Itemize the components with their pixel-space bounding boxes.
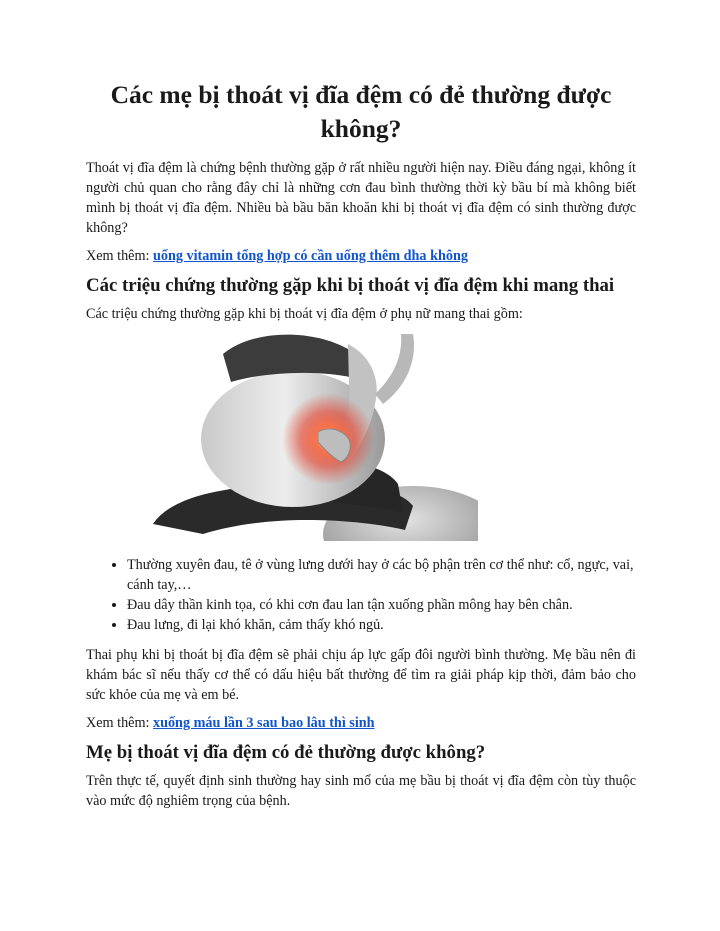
see-also-link-vitamin[interactable]: uống vitamin tổng hợp có cần uống thêm dha không (152, 248, 468, 264)
section-heading-delivery: Mẹ bị thoát vị đĩa đệm có đẻ thường được không? (86, 742, 486, 763)
list-item: • Thường xuyên đau, tê ở vùng lưng dưới hay ở các bộ phận trên cơ thể như: cổ, ngực, vai, cánh tay,… (127, 555, 636, 595)
symptoms-lead: Các triệu chứng thường gặp khi bị thoát vị đĩa đệm ở phụ nữ mang thai gồm: (86, 306, 523, 322)
document-page (86, 78, 636, 819)
pregnant-back-pain-photo (113, 334, 478, 541)
see-also-1 (86, 246, 636, 266)
section-heading-symptoms: Các triệu chứng thường gặp khi bị thoát vị đĩa đệm khi mang thai (86, 275, 615, 296)
see-also-label: Xem thêm: (86, 248, 150, 264)
list-item: • Đau lưng, đi lại khó khăn, cảm thấy khó ngủ. (127, 615, 636, 635)
page-title: Các mẹ bị thoát vị đĩa đệm có đẻ thường được không? (110, 80, 612, 143)
list-item: • Đau dây thần kinh tọa, có khi cơn đau lan tận xuống phần mông hay bên chân. (127, 595, 636, 615)
see-also-label: Xem thêm: (86, 715, 150, 731)
after-symptoms-paragraph: Thai phụ khi bị thoát bị đĩa đệm sẽ phải chịu áp lực gấp đôi người bình thường. Mẹ bầu nên đi khám bác sĩ nếu thấy cơ thể có dấu hiệu bất thường để tìm ra giải pháp kịp thời, đảm bảo cho sức khỏe của mẹ và em bé. (86, 647, 636, 703)
see-also-2 (86, 713, 636, 733)
see-also-link-bleeding[interactable]: xuống máu lần 3 sau bao lâu thì sinh (152, 715, 375, 731)
symptom-list (86, 555, 636, 635)
intro-paragraph: Thoát vị đĩa đệm là chứng bệnh thường gặp ở rất nhiều người hiện nay. Điều đáng ngại, không ít người chủ quan cho rằng đây chỉ là những cơn đau bình thường thời kỳ bầu bí mà không biết mình bị thoát vị đĩa đệm. Nhiều bà bầu băn khoăn khi bị thoát vị đĩa đệm có sinh thường được không? (86, 160, 636, 236)
delivery-paragraph: Trên thực tế, quyết định sinh thường hay sinh mổ của mẹ bầu bị thoát vị đĩa đệm còn tùy thuộc vào mức độ nghiêm trọng của bệnh. (86, 773, 636, 809)
